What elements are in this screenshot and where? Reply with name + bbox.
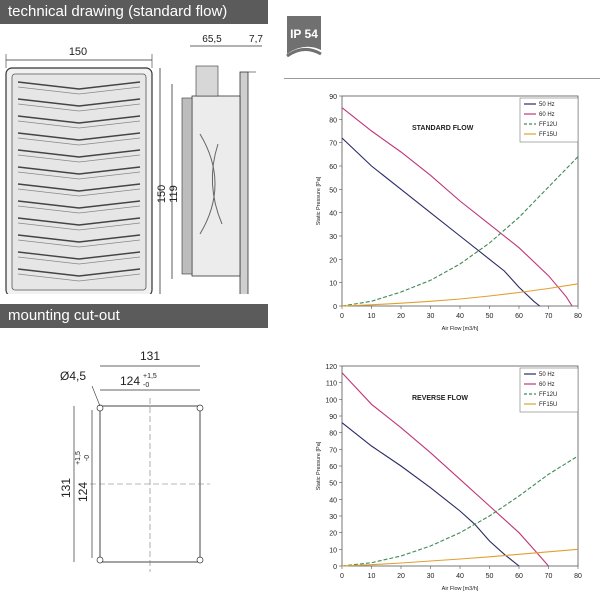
y-tick-label: 50: [329, 480, 337, 488]
fan-side-view: [182, 34, 263, 294]
divider: [284, 78, 600, 79]
x-tick-label: 50: [485, 313, 494, 320]
y-tick-label: 60: [329, 164, 337, 171]
dim-side-tol-lower: -0: [84, 454, 91, 462]
y-tick-label: 70: [329, 140, 337, 148]
x-tick-label: 30: [426, 573, 435, 580]
dim-width-label: 150: [68, 46, 88, 58]
y-axis-label: Static Pressure [Pa]: [316, 441, 322, 491]
y-tick-label: 50: [329, 187, 337, 195]
y-tick-label: 20: [329, 257, 337, 265]
y-tick-label: 60: [329, 464, 337, 471]
y-tick-label: 40: [329, 210, 337, 218]
x-tick-label: 70: [544, 573, 553, 580]
technical-drawing-svg: [0, 24, 268, 294]
legend-label: 50 Hz: [539, 372, 555, 378]
mount-hole: [197, 405, 203, 411]
hole-diameter-label: Ø4,5: [60, 369, 87, 383]
x-tick-label: 30: [426, 313, 435, 320]
x-tick-label: 40: [456, 573, 464, 580]
dim-side-inner-label: 124: [76, 481, 90, 503]
x-tick-label: 60: [515, 313, 523, 320]
x-tick-label: 0: [340, 573, 344, 580]
y-tick-label: 20: [329, 530, 337, 538]
x-tick-label: 10: [367, 573, 376, 580]
dim-inner-tol-upper: +1,5: [143, 373, 157, 380]
x-tick-label: 20: [397, 313, 405, 320]
legend-label: 60 Hz: [539, 112, 555, 118]
dimension-width: [6, 46, 152, 68]
y-tick-label: 90: [329, 414, 337, 421]
x-tick-label: 80: [574, 573, 582, 580]
y-tick-label: 0: [333, 564, 337, 571]
y-tick-label: 30: [329, 234, 337, 241]
x-tick-label: 50: [485, 573, 494, 580]
ip-badge: [284, 16, 324, 66]
cutout-dimensions: [59, 349, 200, 562]
y-axis-label: Static Pressure [Pa]: [316, 176, 322, 226]
legend-label: 60 Hz: [539, 382, 555, 388]
legend-label: FF12U: [539, 122, 558, 128]
dim-depth-label: 65,5: [202, 34, 222, 45]
y-tick-label: 40: [329, 497, 337, 505]
technical-section-title: technical drawing (standard flow): [0, 0, 268, 24]
y-tick-label: 70: [329, 447, 337, 455]
legend-label: FF15U: [539, 402, 558, 408]
y-tick-label: 120: [325, 364, 337, 371]
mounting-section-title: mounting cut-out: [0, 304, 268, 328]
x-tick-label: 80: [574, 313, 582, 320]
dim-inner-tol-lower: -0: [143, 382, 150, 389]
y-tick-label: 30: [329, 514, 337, 521]
x-tick-label: 70: [544, 313, 553, 320]
y-tick-label: 80: [329, 430, 337, 438]
x-axis-label: Air Flow [m3/h]: [441, 326, 479, 332]
y-tick-label: 10: [329, 547, 337, 555]
x-tick-label: 10: [367, 313, 376, 320]
y-tick-label: 90: [329, 94, 337, 101]
reverse-flow-chart-svg: [296, 356, 596, 596]
y-tick-label: 80: [329, 117, 337, 125]
dim-side-tol-upper: +1,5: [75, 451, 82, 465]
chart-title: STANDARD FLOW: [412, 125, 474, 132]
x-tick-label: 40: [456, 313, 464, 320]
legend-label: 50 Hz: [539, 102, 555, 108]
x-axis-label: Air Flow [m3/h]: [441, 586, 479, 592]
x-tick-label: 0: [340, 313, 344, 320]
legend-label: FF15U: [539, 132, 558, 138]
y-tick-label: 100: [325, 397, 337, 405]
y-tick-label: 110: [325, 380, 337, 388]
chart-title: REVERSE FLOW: [412, 395, 469, 402]
cutout-outline: [90, 398, 210, 572]
dim-inner-main-label: 124: [119, 374, 140, 388]
technical-drawing: [0, 24, 268, 294]
dim-flange-label: 7,7: [249, 34, 263, 45]
mounting-drawing-svg: [0, 328, 268, 600]
mounting-drawing: [0, 328, 268, 600]
reverse-flow-chart: [296, 356, 596, 596]
x-tick-label: 20: [397, 573, 405, 580]
ip-badge-label: IP 54: [290, 27, 318, 41]
x-tick-label: 60: [515, 573, 523, 580]
mount-hole: [197, 557, 203, 563]
grille-front-view: [6, 68, 152, 294]
standard-flow-chart-svg: [296, 86, 596, 336]
standard-flow-chart: [296, 86, 596, 336]
dim-side-label: 131: [59, 477, 73, 499]
mount-hole: [97, 557, 103, 563]
dim-inner-label: 119: [168, 185, 180, 203]
legend-label: FF12U: [539, 392, 558, 398]
y-tick-label: 0: [333, 304, 337, 311]
dimension-height: [156, 68, 180, 294]
y-tick-label: 10: [329, 280, 337, 288]
dim-top-label: 131: [139, 349, 161, 363]
dim-height-label: 150: [156, 184, 168, 204]
